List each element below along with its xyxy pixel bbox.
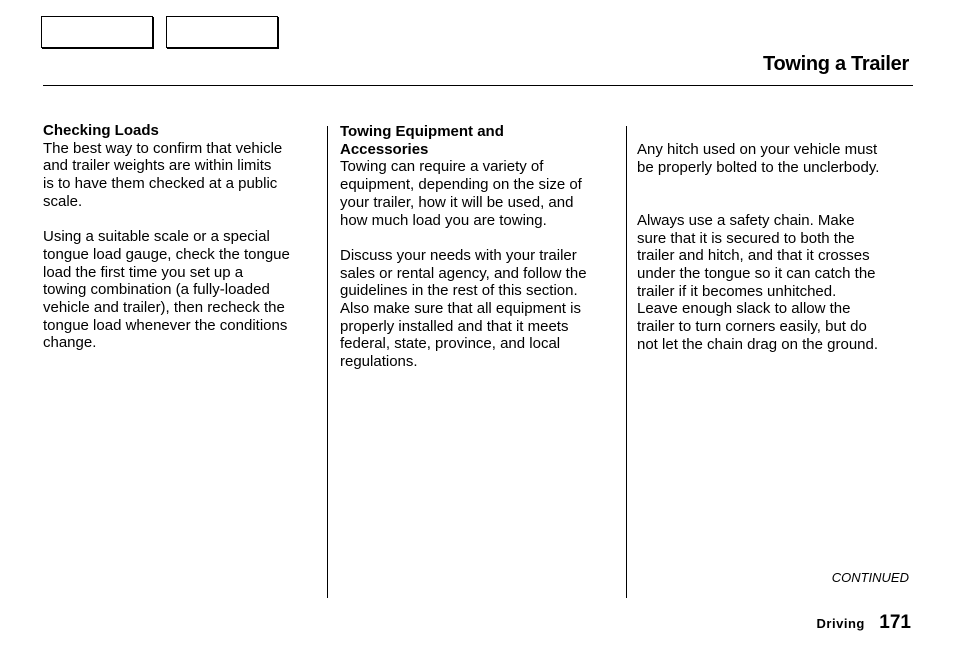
column-hitch-and-chain <box>637 141 917 353</box>
previous-page-button[interactable] <box>41 16 153 48</box>
paragraph: The best way to confirm that vehicle and trailer weights are within limits is to have them checked at a public scale. <box>43 139 283 210</box>
column-divider <box>626 126 627 598</box>
page-number: 171 <box>879 612 911 633</box>
page-title: Towing a Trailer <box>763 53 909 75</box>
paragraph: Always use a safety chain. Make sure that it is secured to both the trailer and hitch, and that it crosses under the tongue so it can catch the trailer if it becomes unhitched. Leave enough slack to allow the trailer to turn corners easily, but do not let the chain drag on the ground. <box>637 211 879 353</box>
continued-label: CONTINUED <box>831 570 909 585</box>
paragraph: Towing can require a variety of equipment, depending on the size of your trailer, how it will be used, and how much load you are towing. <box>340 158 582 229</box>
paragraph: Using a suitable scale or a special tongue load gauge, check the tongue load the first time you set up a towing combination (a fully-loaded vehicle and trailer), then recheck the tongue load whenever the conditions change. <box>43 228 290 352</box>
paragraph: Discuss your needs with your trailer sales or rental agency, and follow the guidelines in the rest of this section. Also make sure that all equipment is properly installed and that it meets federal, state, province, and local regulations. <box>340 246 587 371</box>
paragraph: Any hitch used on your vehicle must be properly bolted to the unclerbody. <box>637 141 880 176</box>
page-footer <box>817 612 911 634</box>
title-divider <box>43 85 913 86</box>
column-checking-loads <box>43 122 321 352</box>
column-divider <box>327 126 328 598</box>
section-heading-towing-equipment: Towing Equipment and Accessories <box>340 123 504 158</box>
section-heading-checking-loads: Checking Loads <box>43 122 159 139</box>
footer-section-name: Driving <box>816 616 865 631</box>
next-page-button[interactable] <box>166 16 278 48</box>
column-towing-equipment <box>340 123 622 371</box>
